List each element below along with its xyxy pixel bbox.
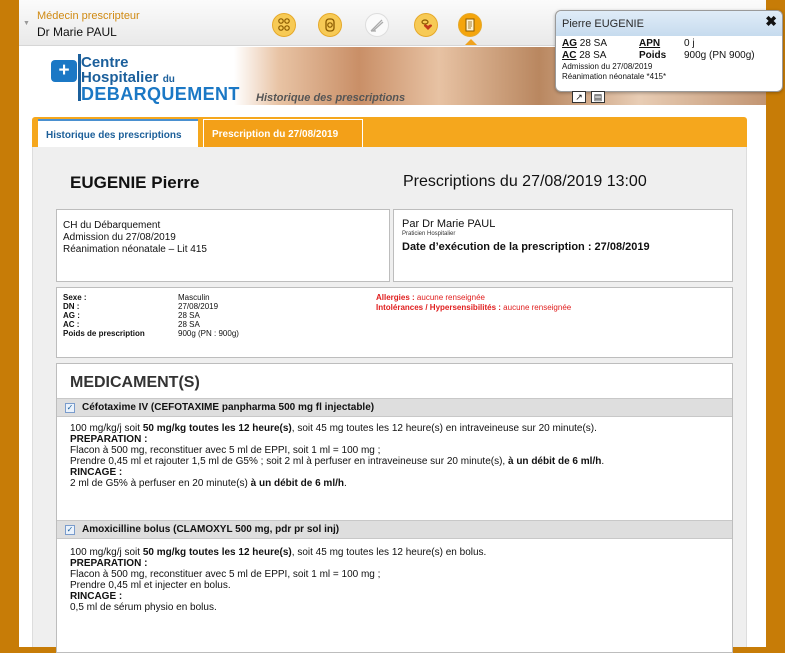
ag-label: AG : — [63, 311, 80, 320]
popup-patient-name: Pierre EUGENIE — [562, 18, 644, 30]
medication-checkbox[interactable]: ✓ — [66, 403, 74, 412]
pen-icon[interactable] — [365, 13, 389, 37]
popup-ac-label: AC — [562, 50, 577, 61]
patient-popup — [555, 10, 783, 92]
logo-line3: DEBARQUEMENT — [81, 84, 240, 104]
prescriber-info-box — [393, 209, 733, 282]
ac-label: AC : — [63, 320, 80, 329]
app-window — [19, 0, 777, 647]
edit-icon[interactable]: ↗ — [572, 91, 586, 103]
hospital-admission: Admission du 27/08/2019 — [63, 232, 176, 243]
document-icon[interactable] — [458, 13, 482, 37]
popup-ag-label: AG — [562, 38, 577, 49]
popup-header — [556, 11, 782, 36]
medication-name: Céfotaxime IV (CEFOTAXIME panpharma 500 mg fl injectable) — [82, 402, 375, 413]
banner-title: Historique des prescriptions — [256, 92, 406, 104]
popup-apn-value: 0 j — [684, 38, 695, 49]
weight-value: 900g (PN : 900g) — [178, 329, 239, 338]
logo-line2: Hospitalier du — [81, 69, 175, 86]
prescribed-by: Par Dr Marie PAUL — [402, 218, 496, 230]
active-tool-caret — [465, 39, 477, 45]
allergies-value: aucune renseignée — [416, 293, 485, 302]
logo-line1: Centre — [81, 54, 129, 71]
dn-value: 27/08/2019 — [178, 302, 219, 311]
popup-admission: Admission du 27/08/2019 — [562, 62, 653, 71]
popup-apn-label: APN — [639, 38, 661, 49]
group-icon[interactable] — [272, 13, 296, 37]
medication-details: 100 mg/kg/j soit 50 mg/kg toutes les 12 heure(s), soit 45 mg toutes les 12 heure(s) en intraveineuse sur 20 minute(s). PREPARATION : Flacon à 500 mg, reconstituer avec 5 ml de EPPI, soit 1 ml = 100 mg ; Prendre 0,45 ml et rajouter 1,5 ml de G5% ; soit 2 ml à perfuser en intraveineuse sur 20 minute(s), à un débit de 6 ml/h. RINCAGE : 2 ml de G5% à perfuser en 20 minute(s) à un débit de 6 ml/h. — [70, 423, 605, 489]
patient-name-title: EUGENIE Pierre — [70, 173, 200, 192]
medication-name: Amoxicilline bolus (CLAMOXYL 500 mg, pdr pr sol inj) — [82, 524, 340, 535]
popup-service: Réanimation néonatale *415* — [562, 72, 667, 81]
medication-icon[interactable] — [414, 13, 438, 37]
medication-checkbox[interactable]: ✓ — [66, 525, 74, 534]
collapse-caret-icon[interactable]: ▼ — [23, 20, 30, 27]
prescriber-name: Dr Marie PAUL — [37, 25, 117, 39]
popup-ac-value: 28 SA — [579, 50, 607, 61]
clipboard-icon[interactable]: ▤ — [591, 91, 605, 103]
sex-value: Masculin — [178, 293, 210, 302]
hospital-logo — [51, 54, 256, 102]
tab-history[interactable]: Historique des prescriptions — [38, 119, 198, 147]
prescription-title: Prescriptions du 27/08/2019 13:00 — [403, 173, 647, 190]
prescription-panel — [32, 147, 747, 647]
intolerances-value: aucune renseignée — [503, 303, 572, 312]
patient-identity-box — [56, 287, 733, 358]
hospital-info-box — [56, 209, 390, 282]
medication-details: 100 mg/kg/j soit 50 mg/kg toutes les 12 heure(s), soit 45 mg toutes les 12 heure(s) en bolus. PREPARATION : Flacon à 500 mg, reconstituer avec 5 ml de EPPI, soit 1 ml = 100 mg ; Prendre 0,45 ml et injecter en bolus. RINCAGE : 0,5 ml de sérum physio en bolus. — [70, 547, 487, 613]
medications-title: MEDICAMENT(S) — [70, 374, 200, 391]
intolerances-label: Intolérances / Hypersensibilités : — [376, 303, 501, 312]
popup-ag-value: 28 SA — [579, 38, 608, 49]
execution-date: Date d’exécution de la prescription : 27/08/2019 — [402, 241, 650, 253]
nurse-icon[interactable] — [318, 13, 342, 37]
medication-header — [57, 398, 732, 417]
medication-header — [57, 520, 732, 539]
tab-bar — [32, 117, 747, 147]
sex-label: Sexe : — [63, 293, 87, 302]
prescriber-title: Praticien Hospitalier — [402, 231, 456, 237]
hospital-unit: Réanimation néonatale – Lit 415 — [63, 244, 207, 255]
hospital-cross-icon: + — [51, 60, 77, 82]
tab-prescription[interactable]: Prescription du 27/08/2019 — [203, 119, 363, 147]
popup-poids-label: Poids — [639, 50, 667, 61]
prescriber-role: Médecin prescripteur — [37, 10, 140, 22]
dn-label: DN : — [63, 302, 80, 311]
medications-section — [56, 363, 733, 653]
weight-label: Poids de prescription — [63, 329, 145, 338]
close-icon[interactable]: ✖ — [765, 13, 777, 29]
ac-value: 28 SA — [178, 320, 200, 329]
allergies-label: Allergies : — [376, 293, 415, 302]
popup-poids-value: 900g (PN 900g) — [684, 50, 755, 61]
hospital-name: CH du Débarquement — [63, 220, 161, 231]
popup-body — [562, 38, 755, 82]
ag-value: 28 SA — [178, 311, 200, 320]
alerts — [376, 293, 571, 313]
